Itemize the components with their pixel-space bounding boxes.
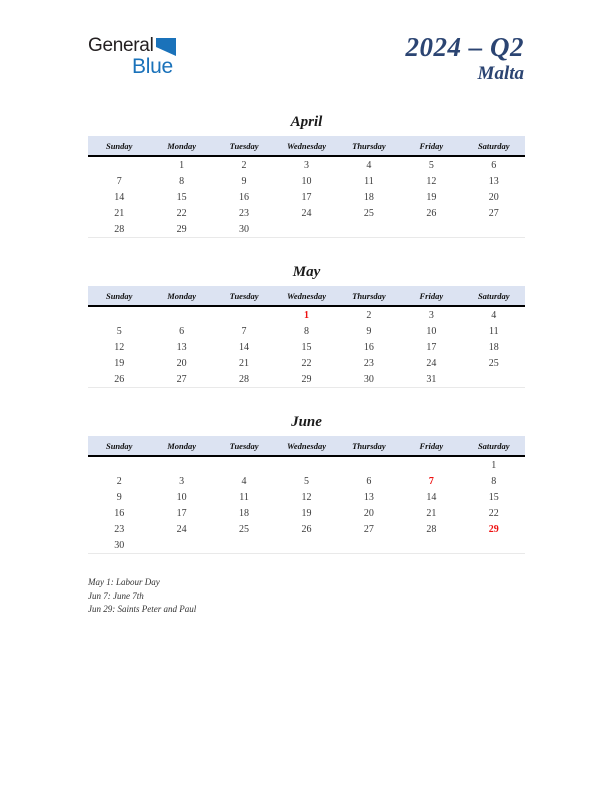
calendar-cell-empty <box>338 456 400 473</box>
month-title: May <box>292 264 321 280</box>
calendar-day[interactable]: 25 <box>488 357 499 369</box>
holiday-note: Jun 7: June 7th <box>88 590 144 601</box>
logo-text-general: General <box>88 35 154 56</box>
calendar-day[interactable]: 30 <box>88 537 150 554</box>
calendar-day[interactable]: 8 <box>303 325 309 337</box>
calendar-week-row <box>88 323 525 339</box>
holiday-note: Jun 29: Saints Peter and Paul <box>88 604 197 614</box>
weekday-header-thursday: Thursday <box>338 286 400 306</box>
calendar-day[interactable]: 19 <box>426 191 437 203</box>
calendar-day[interactable]: 19 <box>301 507 312 519</box>
holiday-note: May 1: Labour Day <box>88 577 160 587</box>
calendar-day[interactable]: 1 <box>491 459 497 471</box>
weekday-header-monday: Monday <box>150 136 212 156</box>
weekday-header-tuesday: Tuesday <box>213 286 275 306</box>
weekday-header-friday: Friday <box>400 436 462 456</box>
calendar-day[interactable]: 18 <box>239 507 250 519</box>
calendar-week-row <box>88 339 525 355</box>
calendar-week-row <box>88 489 525 505</box>
calendar-day[interactable]: 14 <box>239 341 250 353</box>
calendar-day[interactable]: 28 <box>426 523 437 535</box>
calendar-day[interactable]: 16 <box>239 191 250 203</box>
weekday-header-tuesday: Tuesday <box>213 136 275 156</box>
calendar-day[interactable]: 24 <box>301 207 312 219</box>
calendar-cell-empty <box>213 537 275 554</box>
weekday-header-saturday: Saturday <box>463 286 525 306</box>
calendar-cell-empty <box>338 221 400 238</box>
weekday-header-wednesday: Wednesday <box>275 436 337 456</box>
calendar-day[interactable]: 4 <box>491 309 497 321</box>
calendar-day[interactable]: 23 <box>114 523 125 535</box>
calendar-cell-empty <box>150 306 212 323</box>
calendar-day[interactable]: 28 <box>213 371 275 388</box>
month-title: June <box>291 414 322 430</box>
weekday-header-friday: Friday <box>400 286 462 306</box>
calendar-day[interactable]: 6 <box>179 325 185 337</box>
weekday-header-row <box>88 286 525 306</box>
calendar-day[interactable]: 29 <box>275 371 337 388</box>
calendar-day-holiday[interactable]: 29 <box>488 523 499 535</box>
calendar-day[interactable]: 8 <box>491 475 497 487</box>
calendar-day[interactable]: 2 <box>241 159 247 171</box>
weekday-header-friday: Friday <box>400 136 462 156</box>
calendar-cell-empty <box>463 371 525 388</box>
calendar-day[interactable]: 13 <box>363 491 374 503</box>
calendar-day[interactable]: 22 <box>301 357 312 369</box>
calendar-cell-empty <box>400 456 462 473</box>
calendar-day[interactable]: 30 <box>338 371 400 388</box>
calendar-day[interactable]: 14 <box>426 491 437 503</box>
weekday-header-sunday: Sunday <box>88 136 150 156</box>
calendar-day[interactable]: 17 <box>426 341 437 353</box>
calendar-day[interactable]: 12 <box>114 341 125 353</box>
calendar-day[interactable]: 19 <box>114 357 125 369</box>
calendar-day[interactable]: 4 <box>366 159 372 171</box>
calendar-day[interactable]: 10 <box>176 491 187 503</box>
weekday-header-sunday: Sunday <box>88 436 150 456</box>
calendar-cell-empty <box>88 156 150 173</box>
calendar-day[interactable]: 10 <box>426 325 437 337</box>
calendar-day[interactable]: 24 <box>176 523 187 535</box>
calendar-week-row <box>88 156 525 173</box>
calendar-day[interactable]: 2 <box>366 309 372 321</box>
general-blue-logo[interactable] <box>88 36 248 80</box>
title-block <box>406 32 525 85</box>
calendar-week-row <box>88 456 525 473</box>
calendar-day-holiday[interactable]: 1 <box>303 309 309 321</box>
calendar-day[interactable]: 22 <box>488 507 499 519</box>
calendar-day[interactable]: 26 <box>426 207 437 219</box>
calendar-week-row <box>88 306 525 323</box>
calendar-day[interactable]: 7 <box>241 325 247 337</box>
calendar-day[interactable]: 3 <box>179 475 185 487</box>
calendar-cell-empty <box>463 537 525 554</box>
weekday-header-row <box>88 136 525 156</box>
month-block-june <box>88 414 525 554</box>
weekday-header-saturday: Saturday <box>463 136 525 156</box>
weekday-header-wednesday: Wednesday <box>275 136 337 156</box>
calendar-day[interactable]: 12 <box>426 175 437 187</box>
calendar-day[interactable]: 21 <box>239 357 250 369</box>
calendar-day[interactable]: 27 <box>150 371 212 388</box>
calendar-day[interactable]: 24 <box>426 357 437 369</box>
calendar-week-row <box>88 221 525 238</box>
calendar-day[interactable]: 27 <box>488 207 499 219</box>
calendar-day[interactable]: 22 <box>176 207 187 219</box>
calendar-week-row <box>88 189 525 205</box>
weekday-header-monday: Monday <box>150 286 212 306</box>
calendar-cell-empty <box>213 306 275 323</box>
calendar-day[interactable]: 11 <box>364 175 374 187</box>
calendar-week-row <box>88 473 525 489</box>
calendar-day-holiday[interactable]: 7 <box>428 475 434 487</box>
calendar-day[interactable]: 11 <box>239 491 249 503</box>
calendar-day[interactable]: 25 <box>363 207 374 219</box>
calendar-week-row <box>88 521 525 537</box>
page-title: 2024 – Q2 <box>405 32 524 62</box>
holiday-legend <box>88 576 488 617</box>
calendar-day[interactable]: 8 <box>179 175 185 187</box>
calendar-day[interactable]: 3 <box>303 159 309 171</box>
page-subtitle-country: Malta <box>477 63 524 84</box>
calendar-cell-empty <box>463 221 525 238</box>
weekday-header-sunday: Sunday <box>88 286 150 306</box>
calendar-day[interactable]: 6 <box>366 475 372 487</box>
calendar-day[interactable]: 9 <box>241 175 247 187</box>
calendar-day[interactable]: 23 <box>363 357 374 369</box>
calendar-day[interactable]: 17 <box>176 507 187 519</box>
calendar-week-row <box>88 537 525 554</box>
weekday-header-wednesday: Wednesday <box>275 286 337 306</box>
calendar-day[interactable]: 6 <box>491 159 497 171</box>
calendar-cell-empty <box>400 537 462 554</box>
calendar-day[interactable]: 1 <box>179 159 185 171</box>
calendar-day[interactable]: 26 <box>301 523 312 535</box>
calendar-day[interactable]: 9 <box>116 491 122 503</box>
calendar-day[interactable]: 28 <box>88 221 150 238</box>
calendar-day[interactable]: 18 <box>363 191 374 203</box>
calendar-day[interactable]: 20 <box>488 191 499 203</box>
weekday-header-monday: Monday <box>150 436 212 456</box>
calendar-week-row <box>88 371 525 388</box>
calendar-cell-empty <box>275 456 337 473</box>
month-block-may <box>88 264 525 388</box>
weekday-header-row <box>88 436 525 456</box>
calendar-day[interactable]: 2 <box>116 475 122 487</box>
calendar-day[interactable]: 16 <box>114 507 125 519</box>
calendar-day[interactable]: 30 <box>213 221 275 238</box>
calendar-day[interactable]: 25 <box>239 523 250 535</box>
calendar-day[interactable]: 21 <box>426 507 437 519</box>
month-block-april <box>88 114 525 238</box>
calendar-cell-empty <box>88 456 150 473</box>
weekday-header-tuesday: Tuesday <box>213 436 275 456</box>
calendar-day[interactable]: 14 <box>114 191 125 203</box>
calendar-day[interactable]: 5 <box>116 325 122 337</box>
calendar-week-row <box>88 355 525 371</box>
calendar-cell-empty <box>338 537 400 554</box>
calendar-day[interactable]: 5 <box>303 475 309 487</box>
calendar-day[interactable]: 26 <box>88 371 150 388</box>
calendar-cell-empty <box>150 537 212 554</box>
calendar-day[interactable]: 13 <box>176 341 187 353</box>
page-header <box>0 0 612 108</box>
calendar-day[interactable]: 15 <box>176 191 187 203</box>
calendar-day[interactable]: 16 <box>363 341 374 353</box>
calendar-day[interactable]: 7 <box>116 175 122 187</box>
calendar-day[interactable]: 5 <box>428 159 434 171</box>
weekday-header-thursday: Thursday <box>338 136 400 156</box>
calendar-day[interactable]: 12 <box>301 491 312 503</box>
triangle-flag-icon <box>156 38 176 56</box>
calendar-day[interactable]: 15 <box>488 491 499 503</box>
calendar-cell-empty <box>88 306 150 323</box>
calendar-day[interactable]: 13 <box>488 175 499 187</box>
weekday-header-saturday: Saturday <box>463 436 525 456</box>
calendar-day[interactable]: 9 <box>366 325 372 337</box>
calendar-cell-empty <box>275 221 337 238</box>
calendar-day[interactable]: 21 <box>114 207 125 219</box>
calendar-week-row <box>88 173 525 189</box>
calendar-day[interactable]: 18 <box>488 341 499 353</box>
calendar-day[interactable]: 3 <box>428 309 434 321</box>
calendar-body <box>88 156 525 238</box>
calendar-day[interactable]: 23 <box>239 207 250 219</box>
calendar-week-row <box>88 205 525 221</box>
calendar-day[interactable]: 17 <box>301 191 312 203</box>
calendar-day[interactable]: 15 <box>301 341 312 353</box>
calendar-table-april <box>88 136 525 238</box>
calendar-cell-empty <box>275 537 337 554</box>
calendar-day[interactable]: 31 <box>400 371 462 388</box>
month-title: April <box>290 114 323 130</box>
calendar-table-june <box>88 436 525 554</box>
calendar-cell-empty <box>400 221 462 238</box>
calendar-day[interactable]: 4 <box>241 475 247 487</box>
calendar-body <box>88 456 525 554</box>
calendar-table-may <box>88 286 525 388</box>
calendar-day[interactable]: 10 <box>301 175 312 187</box>
calendar-day[interactable]: 20 <box>363 507 374 519</box>
calendar-cell-empty <box>213 456 275 473</box>
calendar-body <box>88 306 525 388</box>
calendar-day[interactable]: 20 <box>176 357 187 369</box>
calendar-day[interactable]: 29 <box>150 221 212 238</box>
logo-text-blue: Blue <box>132 55 173 78</box>
weekday-header-thursday: Thursday <box>338 436 400 456</box>
calendar-week-row <box>88 505 525 521</box>
calendar-day[interactable]: 27 <box>363 523 374 535</box>
calendar-cell-empty <box>150 456 212 473</box>
calendar-day[interactable]: 11 <box>488 325 499 337</box>
